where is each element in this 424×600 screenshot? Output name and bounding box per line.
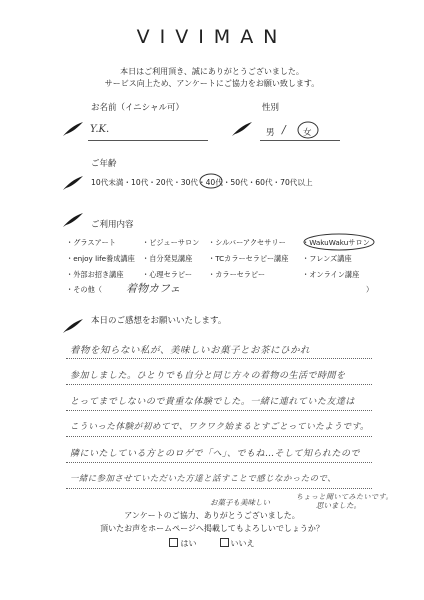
service-option[interactable]: ・カラーセラピー xyxy=(208,270,266,279)
ruled-line xyxy=(66,436,372,437)
service-option[interactable]: ・グラスアート xyxy=(66,238,116,247)
intro-line-1: 本日はご利用頂き、誠にありがとうございました。 xyxy=(120,67,304,76)
impression-line: ちょっと聞いてみたいです。 xyxy=(296,493,393,501)
impression-line: とってまでしないので貴重な体験でした。一緒に連れていた友達は xyxy=(70,397,355,407)
intro-line-2: サービス向上ため、アンケートにご協力をお願い致します。 xyxy=(104,79,320,88)
impression-sheet xyxy=(66,332,393,510)
service-option[interactable]: ・ビジューサロン xyxy=(142,238,200,247)
impression-line: 一緒に参加させていただいた方達と話すことで感じなかったので、 xyxy=(70,473,337,483)
checkbox-icon[interactable] xyxy=(169,538,178,547)
age-selection-circle xyxy=(199,172,223,190)
impression-line: 参加しました。ひとりでも自分と同じ方々の着物の生活で時間を xyxy=(70,371,346,381)
service-other-close: ） xyxy=(366,285,374,294)
footer-question: 頂いたお声をホームページへ掲載してもよろしいでしょうか？ xyxy=(100,524,324,533)
service-other-label: ・その他（ xyxy=(66,285,102,294)
impression-label: 本日のご感想をお願いいたします。 xyxy=(91,316,227,326)
no-option[interactable] xyxy=(220,539,255,548)
quill-icon xyxy=(62,121,84,137)
ruled-line xyxy=(66,358,372,359)
service-other-value: 着物カフェ xyxy=(126,282,181,295)
service-option[interactable]: ・TCカラーセラピー講座 xyxy=(208,254,289,263)
gender-label: 性別 xyxy=(262,103,280,113)
service-option[interactable]: ・自分発見講座 xyxy=(142,254,193,263)
gender-underline xyxy=(260,140,340,141)
impression-above-note: お菓子も美味しい xyxy=(210,498,270,507)
quill-icon xyxy=(62,212,84,228)
age-label: ご年齢 xyxy=(91,159,117,169)
gender-selection-circle xyxy=(296,120,320,140)
service-option[interactable]: ・フレンズ講座 xyxy=(302,254,352,263)
service-selection-circle xyxy=(303,233,376,251)
impression-line: 着物を知らない私が、美味しいお菓子とお茶にひかれ xyxy=(70,345,311,356)
service-label: ご利用内容 xyxy=(91,220,134,230)
quill-icon xyxy=(62,175,84,191)
service-option[interactable]: ・シルバーアクセサリー xyxy=(208,238,286,247)
service-option[interactable]: ・外部お招き講座 xyxy=(66,270,124,279)
service-option-selected[interactable]: ・WakuWakuサロン xyxy=(302,238,370,247)
footer-choices xyxy=(0,538,424,549)
age-options: 10代未満・10代・20代・30代・40代・50代・60代・70代以上 xyxy=(91,178,313,187)
quill-icon xyxy=(231,121,253,137)
ruled-line xyxy=(66,462,372,463)
service-option[interactable]: ・心理セラピー xyxy=(142,270,193,279)
impression-tail: 思いました。 xyxy=(316,501,361,510)
yes-option[interactable] xyxy=(169,539,196,548)
impression-line: 隣にいたしている方とのロゲで「へ」、でもね…そして知られたので xyxy=(70,449,361,459)
impression-line: こういった体験が初めてで、ワクワク始まるとすごとっていたようです。 xyxy=(70,422,370,432)
ruled-line xyxy=(66,384,372,385)
name-label: お名前（イニシャル可） xyxy=(91,103,184,113)
yes-label: はい xyxy=(180,539,197,548)
gender-male[interactable]: 男 xyxy=(266,128,275,138)
gender-slash: / xyxy=(282,123,286,136)
ruled-line xyxy=(66,488,372,489)
gender-female[interactable]: 女 xyxy=(303,128,312,138)
no-label: いいえ xyxy=(230,539,255,548)
brand-logo: VIVIMAN xyxy=(136,26,288,48)
checkbox-icon[interactable] xyxy=(220,538,229,547)
name-underline xyxy=(88,140,208,141)
footer-thanks: アンケートのご協力、ありがとうございました。 xyxy=(124,511,300,520)
service-option[interactable]: ・enjoy life養成講座 xyxy=(66,254,135,263)
name-value: Y.K. xyxy=(90,124,110,135)
ruled-line xyxy=(66,410,372,411)
service-option[interactable]: ・オンライン講座 xyxy=(302,270,360,279)
